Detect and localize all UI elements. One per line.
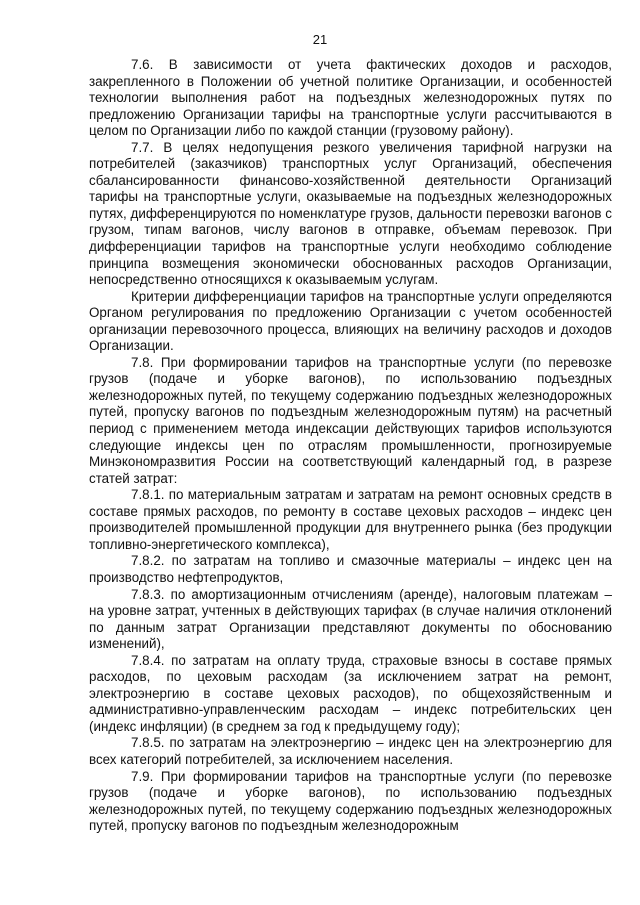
paragraph-7-8-5: 7.8.5. по затратам на электроэнергию – индекс цен на электроэнергию для всех категорий потребителей, за исключением населения. xyxy=(89,735,612,767)
paragraph-7-8-4: 7.8.4. по затратам на оплату труда, страховые взносы в составе прямых расходов, по цеховым расходам (за исключением затрат на ремонт, электроэнергию в составе цеховых расходов), по общехозяйственным и административно-управленческим расходам – индекс потребительских цен (индекс инфляции) (в среднем за год к предыдущему году); xyxy=(89,652,612,734)
paragraph-7-8: 7.8. При формировании тарифов на транспортные услуги (по перевозке грузов (подаче и уборке вагонов), по использованию подъездных железнодорожных путей, по текущему содержанию подъездных железнодорожных путей, пропуску вагонов по подъездным железнодорожным путям) на расчетный период с применением метода индексации действующих тарифов используются следующие индексы цен по отраслям промышленности, прогнозируемые Минэкономразвития России на соответствующий календарный год, в разрезе статей затрат: xyxy=(89,354,612,486)
paragraph-7-8-2: 7.8.2. по затратам на топливо и смазочные материалы – индекс цен на производство нефтепродуктов, xyxy=(89,553,612,585)
page-number: 21 xyxy=(312,32,328,47)
paragraph-7-8-1: 7.8.1. по материальным затратам и затратам на ремонт основных средств в составе прямых расходов, по ремонту в составе цеховых расходов – индекс цен производителей промышленной продукции для внутреннего рынка (без продукции топливно-энергетического комплекса), xyxy=(89,487,612,552)
document-body xyxy=(89,57,612,835)
paragraph-7-8-3: 7.8.3. по амортизационным отчислениям (аренде), налоговым платежам – на уровне затрат, учтенных в действующих тарифах (в случае наличия отклонений по данным затрат Организации представляют документы по обоснованию изменений), xyxy=(89,586,612,652)
paragraph-criteria: Критерии дифференциации тарифов на транспортные услуги определяются Органом регулирования по предложению Организации с учетом особенностей организации перевозочного процесса, влияющих на величину расходов и доходов Организации. xyxy=(89,288,612,354)
paragraph-7-9: 7.9. При формировании тарифов на транспортные услуги (по перевозке грузов (подаче и уборке вагонов), по использованию подъездных железнодорожных путей, по текущему содержанию подъездных железнодорожных путей, пропуску вагонов по подъездным железнодорожным xyxy=(89,768,612,834)
paragraph-7-7: 7.7. В целях недопущения резкого увеличения тарифной нагрузки на потребителей (заказчиков) транспортных услуг Организаций, обеспечения сбалансированности финансово-хозяйственной деятельности Организаций тарифы на транспортные услуги, оказываемые на подъездных железнодорожных путях, дифференцируются по номенклатуре грузов, дальности перевозки вагонов с грузом, типам вагонов, числу вагонов в отправке, объемам перевозок. При дифференциации тарифов на транспортные услуги необходимо соблюдение принципа возмещения экономически обоснованных расходов Организации, непосредственно относящихся к оказываемым услугам. xyxy=(89,139,612,288)
paragraph-7-6: 7.6. В зависимости от учета фактических доходов и расходов, закрепленного в Положении об учетной политике Организации, и особенностей технологии выполнения работ на подъездных железнодорожных путях по предложению Организации тарифы на транспортные услуги рассчитываются в целом по Организации либо по каждой станции (грузовому району). xyxy=(89,57,612,139)
